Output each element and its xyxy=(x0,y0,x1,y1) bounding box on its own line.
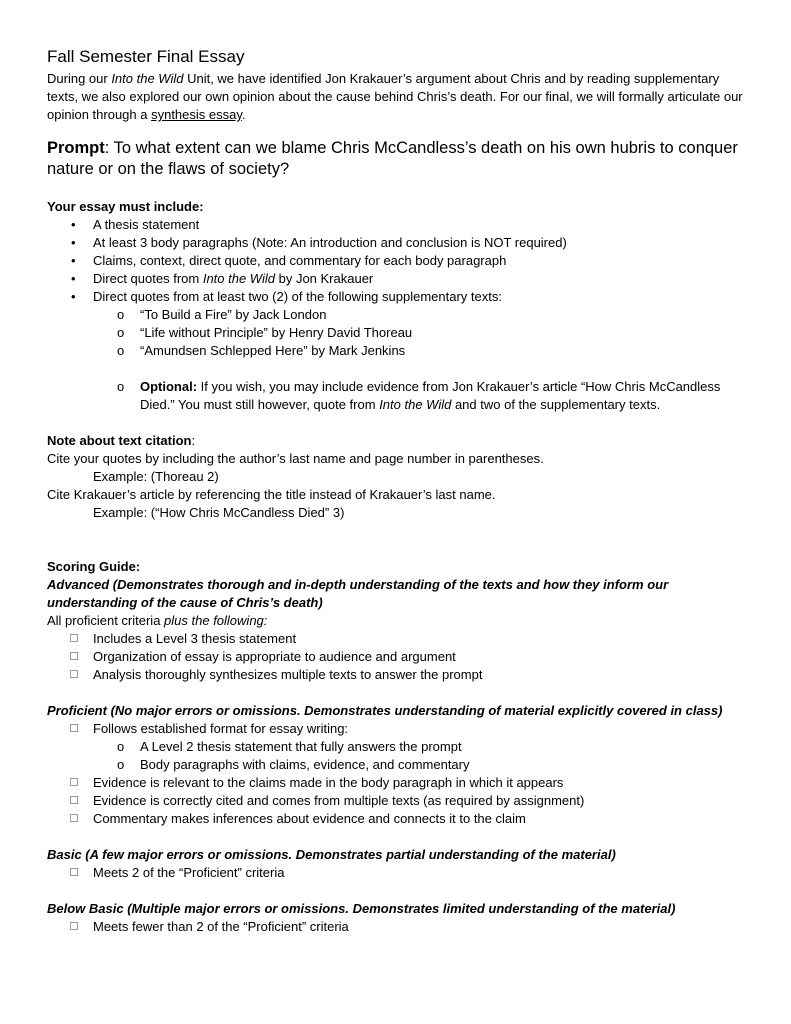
intro-text-2: Unit, we have identified Jon Krakauer’s argument about Chris and by reading supplementary texts, we also explored our own opinion about the cause behind Chris’s death. For our final, we will formally articulate our opinion through a xyxy=(47,71,743,122)
citation-heading-text: Note about text citation xyxy=(47,433,192,448)
circle-bullet-icon: o xyxy=(117,307,125,322)
advanced-lead xyxy=(47,612,747,630)
sub-list-item xyxy=(47,306,747,324)
scoring-heading: Scoring Guide: xyxy=(47,559,141,574)
list-item-text: Direct quotes from at least two (2) of the following supplementary texts: xyxy=(93,289,502,304)
checkbox-icon[interactable] xyxy=(70,670,78,678)
checkbox-icon[interactable] xyxy=(70,922,78,930)
circle-bullet-icon: o xyxy=(117,757,125,772)
bullet-icon: • xyxy=(71,271,76,286)
checkbox-item-text: Includes a Level 3 thesis statement xyxy=(93,631,297,646)
checkbox-item xyxy=(47,918,747,936)
checkbox-item-text: Meets fewer than 2 of the “Proficient” criteria xyxy=(93,919,349,934)
book-title: Into the Wild xyxy=(202,271,275,286)
synthesis-essay-link[interactable]: synthesis essay xyxy=(151,107,242,122)
checkbox-item xyxy=(47,648,747,666)
basic-heading: Basic (A few major errors or omissions. Demonstrates partial understanding of the material) xyxy=(47,847,616,862)
list-item xyxy=(47,234,747,252)
circle-bullet-icon: o xyxy=(117,379,125,394)
checkbox-item-text: Analysis thoroughly synthesizes multiple texts to answer the prompt xyxy=(93,667,483,682)
advanced-heading: Advanced (Demonstrates thorough and in-depth understanding of the texts and how they inform our understanding of the cause of Chris’s death) xyxy=(47,577,669,610)
checkbox-item xyxy=(47,792,747,810)
checkbox-item-text: Organization of essay is appropriate to audience and argument xyxy=(93,649,456,664)
citation-example: Example: (Thoreau 2) xyxy=(93,469,219,484)
intro-paragraph xyxy=(47,70,747,124)
bullet-icon: • xyxy=(71,217,76,232)
list-item-text: by Jon Krakauer xyxy=(274,271,374,286)
sub-list-item xyxy=(47,342,747,360)
checkbox-icon[interactable] xyxy=(70,814,78,822)
sub-list-item xyxy=(47,738,747,756)
checkbox-item xyxy=(47,774,747,792)
optional-text-2: and two of the supplementary texts. xyxy=(451,397,661,412)
sub-list-item xyxy=(47,324,747,342)
citation-line: Cite Krakauer’s article by referencing the title instead of Krakauer’s last name. xyxy=(47,487,496,502)
list-item-text: At least 3 body paragraphs (Note: An introduction and conclusion is NOT required) xyxy=(93,235,567,250)
bullet-icon: • xyxy=(71,235,76,250)
intro-text-end: . xyxy=(241,107,246,122)
optional-text-1: If you wish, you may include evidence from Jon Krakauer’s article “How Chris McCandless Died.” You must still however, quote from xyxy=(140,379,721,412)
prompt-label: Prompt xyxy=(47,139,105,157)
prompt-text: : To what extent can we blame Chris McCandless’s death on his own hubris to conquer nature or on the flaws of society? xyxy=(47,139,738,178)
citation-example: Example: (“How Chris McCandless Died” 3) xyxy=(93,505,345,520)
checkbox-item xyxy=(47,720,747,738)
list-item-text: Direct quotes from xyxy=(93,271,203,286)
sub-list-item-text: Body paragraphs with claims, evidence, and commentary xyxy=(140,757,470,772)
checkbox-item xyxy=(47,630,747,648)
sub-list-item-text: “Life without Principle” by Henry David Thoreau xyxy=(140,325,413,340)
bullet-icon: • xyxy=(71,253,76,268)
must-include-heading: Your essay must include: xyxy=(47,199,204,214)
proficient-heading: Proficient (No major errors or omissions. Demonstrates understanding of material explicitly covered in class) xyxy=(47,703,723,718)
checkbox-icon[interactable] xyxy=(70,652,78,660)
checkbox-item-text: Follows established format for essay writing: xyxy=(93,721,349,736)
sub-list-item xyxy=(47,756,747,774)
list-item xyxy=(47,270,747,288)
checkbox-item xyxy=(47,666,747,684)
checkbox-icon[interactable] xyxy=(70,868,78,876)
citation-heading-colon: : xyxy=(191,433,196,448)
list-item xyxy=(47,252,747,270)
document-title: Fall Semester Final Essay xyxy=(47,47,245,66)
list-item-text: A thesis statement xyxy=(93,217,200,232)
advanced-lead-italic: plus the following: xyxy=(164,613,268,628)
book-title: Into the Wild xyxy=(379,397,452,412)
checkbox-item xyxy=(47,864,747,882)
citation-heading xyxy=(47,432,747,450)
below-basic-heading: Below Basic (Multiple major errors or omissions. Demonstrates limited understanding of the material) xyxy=(47,901,676,916)
checkbox-item-text: Evidence is relevant to the claims made in the body paragraph in which it appears xyxy=(93,775,564,790)
optional-label: Optional: xyxy=(140,379,198,394)
prompt-paragraph xyxy=(47,138,747,180)
intro-book-title: Into the Wild xyxy=(111,71,184,86)
checkbox-item-text: Evidence is correctly cited and comes from multiple texts (as required by assignment) xyxy=(93,793,585,808)
checkbox-icon[interactable] xyxy=(70,796,78,804)
list-item xyxy=(47,216,747,234)
checkbox-icon[interactable] xyxy=(70,724,78,732)
circle-bullet-icon: o xyxy=(117,343,125,358)
bullet-icon: • xyxy=(71,289,76,304)
citation-line: Cite your quotes by including the author’s last name and page number in parentheses. xyxy=(47,451,544,466)
document-page xyxy=(47,46,747,936)
circle-bullet-icon: o xyxy=(117,739,125,754)
checkbox-item xyxy=(47,810,747,828)
checkbox-item-text: Meets 2 of the “Proficient” criteria xyxy=(93,865,285,880)
checkbox-icon[interactable] xyxy=(70,778,78,786)
checkbox-item-text: Commentary makes inferences about evidence and connects it to the claim xyxy=(93,811,526,826)
checkbox-icon[interactable] xyxy=(70,634,78,642)
advanced-lead-text: All proficient criteria xyxy=(47,613,165,628)
sub-list-item-text: A Level 2 thesis statement that fully answers the prompt xyxy=(140,739,462,754)
sub-list-item-text: “To Build a Fire” by Jack London xyxy=(140,307,327,322)
sub-list-item-text: “Amundsen Schlepped Here” by Mark Jenkins xyxy=(140,343,406,358)
circle-bullet-icon: o xyxy=(117,325,125,340)
intro-text-1: During our xyxy=(47,71,112,86)
list-item xyxy=(47,288,747,306)
list-item-text: Claims, context, direct quote, and commentary for each body paragraph xyxy=(93,253,507,268)
optional-item xyxy=(47,378,747,414)
